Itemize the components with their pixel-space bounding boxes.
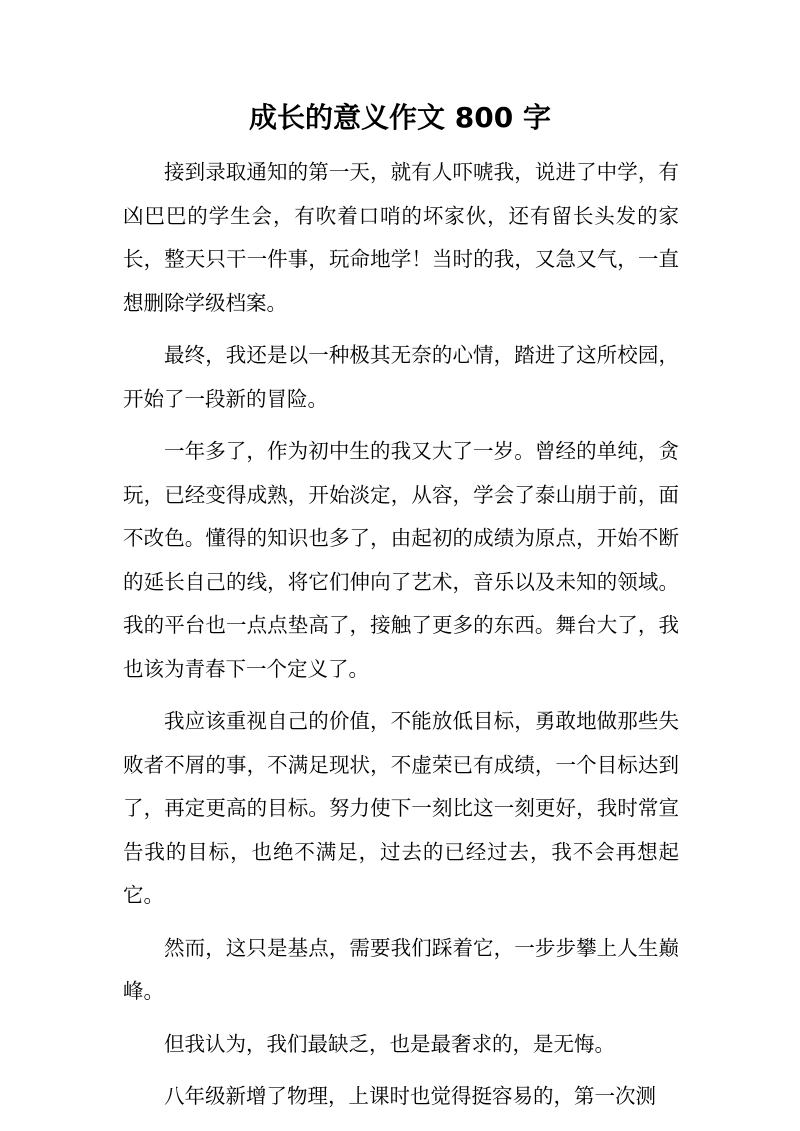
paragraph: 接到录取通知的第一天，就有人吓唬我，说进了中学，有凶巴巴的学生会，有吹着口哨的坏家伙，还有留长头发的家长，整天只干一件事，玩命地学！当时的我，又急又气，一直想删除学级档案。 [123, 160, 679, 315]
document-body [123, 151, 679, 1119]
paragraph: 一年多了，作为初中生的我又大了一岁。曾经的单纯，贪玩，已经变得成熟，开始淡定，从容，学会了泰山崩于前，面不改色。懂得的知识也多了，由起初的成绩为原点，开始不断的延长自己的线，将它们伸向了艺术，音乐以及未知的领域。我的平台也一点点垫高了，接触了更多的东西。舞台大了，我也该为青春下一个定义了。 [123, 439, 679, 681]
paragraph: 然而，这只是基点，需要我们踩着它，一步步攀上人生巅峰。 [123, 935, 679, 1003]
paragraph: 但我认为，我们最缺乏，也是最奢求的，是无悔。 [164, 1031, 615, 1056]
paragraph: 我应该重视自己的价值，不能放低目标，勇敢地做那些失败者不屑的事，不满足现状，不虚荣已有成绩，一个目标达到了，再定更高的目标。努力使下一刻比这一刻更好，我时常宣告我的目标，也绝不满足，过去的已经过去，我不会再想起它。 [123, 709, 679, 907]
document-title: 成长的意义作文 800 字 [249, 101, 551, 134]
paragraph: 八年级新增了物理，上课时也觉得挺容易的，第一次测 [164, 1084, 656, 1108]
paragraph: 最终，我还是以一种极其无奈的心情，踏进了这所校园，开始了一段新的冒险。 [123, 343, 679, 411]
